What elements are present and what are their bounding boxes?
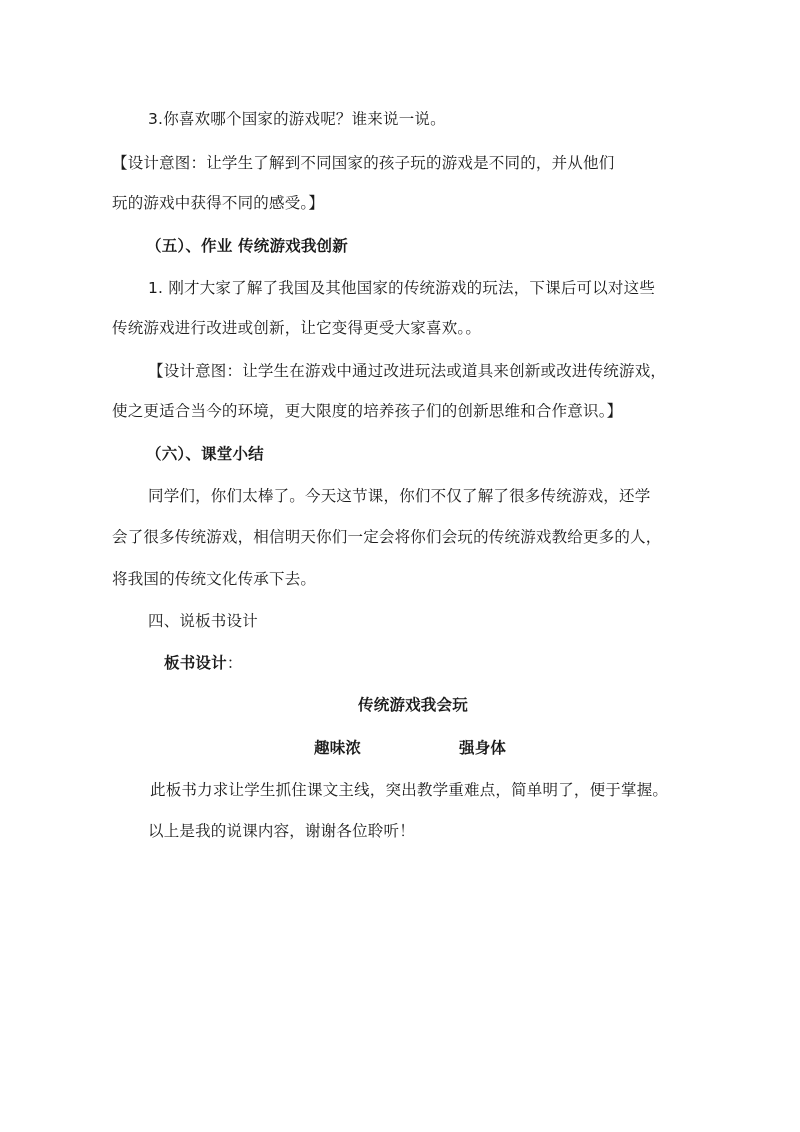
design-intent-1-line-1: 【设计意图：让学生了解到不同国家的孩子玩的游戏是不同的，并从他们	[112, 154, 615, 172]
summary-line-3: 将我国的传统文化传承下去。	[112, 570, 317, 588]
design-intent-2-line-2: 使之更适合当今的环境，更大限度的培养孩子们的创新思维和合作意识。】	[112, 402, 623, 420]
summary-line-2: 会了很多传统游戏，相信明天你们一定会将你们会玩的传统游戏教给更多的人，	[112, 528, 662, 546]
homework-line-1: 1. 刚才大家了解了我国及其他国家的传统游戏的玩法，下课后可以对这些	[148, 279, 656, 297]
closing-remark: 以上是我的说课内容，谢谢各位聆听！	[148, 822, 415, 840]
section-4-heading: 四、说板书设计	[148, 612, 258, 630]
section-6-heading: （六）、课堂小结	[146, 445, 264, 463]
board-design-colon: ：	[226, 654, 243, 672]
homework-line-2: 传统游戏进行改进或创新，让它变得更受大家喜欢。。	[112, 319, 482, 337]
design-intent-2-line-1: 【设计意图：让学生在游戏中通过改进玩法或道具来创新或改进传统游戏，	[148, 362, 667, 380]
board-design-label: 板书设计	[164, 654, 227, 672]
board-left-keyword: 趣味浓	[314, 739, 362, 757]
summary-line-1: 同学们，你们太棒了。今天这节课，你们不仅了解了很多传统游戏，还学	[148, 487, 651, 505]
section-5-heading: （五）、作业 传统游戏我创新	[146, 237, 348, 255]
design-intent-1-line-2: 玩的游戏中获得不同的感受。】	[112, 194, 325, 212]
board-design-label-line	[164, 653, 243, 673]
question-3: 3.你喜欢哪个国家的游戏呢？谁来说一说。	[148, 110, 446, 128]
board-note: 此板书力求让学生抓住课文主线，突出教学重难点，简单明了，便于掌握。	[150, 781, 669, 799]
board-right-keyword: 强身体	[459, 739, 507, 757]
board-title: 传统游戏我会玩	[358, 696, 468, 714]
